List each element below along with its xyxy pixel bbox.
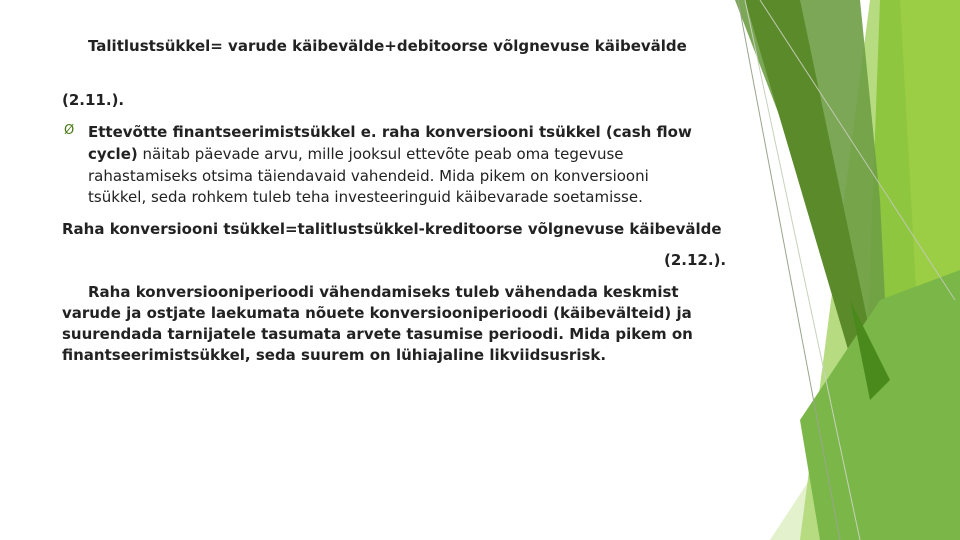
paragraph-line-4: finantseerimistsükkel, seda suurem on lühiajaline likviidsusrisk. <box>62 346 607 364</box>
bullet-line-3: rahastamiseks otsima täiendavaid vahendeid. Mida pikem on konversiooni <box>88 167 649 185</box>
bullet-arrow-icon: Ø <box>64 123 75 138</box>
formula-line-2: Raha konversiooni tsükkel=talitlustsükkel-kreditoorse võlgnevuse käibevälde <box>62 220 722 238</box>
equation-ref-2: (2.12.). <box>664 251 727 269</box>
paragraph-line-2: varude ja ostjate laekumata nõuete konversiooniperioodi (käibevälteid) ja <box>62 304 692 322</box>
bullet-line-2-rest: näitab päevade arvu, mille jooksul ettevõte peab oma tegevuse <box>137 145 624 163</box>
equation-ref-1: (2.11.). <box>62 91 125 109</box>
paragraph-line-3: suurendada tarnijatele tasumata arvete tasumise perioodi. Mida pikem on <box>62 325 693 343</box>
paragraph-line-1: Raha konversiooniperioodi vähendamiseks tuleb vähendada keskmist <box>88 283 679 301</box>
bullet-line-2-bold: cycle) <box>88 145 138 163</box>
formula-line-1: Talitlustsükkel= varude käibevälde+debitoorse võlgnevuse käibevälde <box>88 37 687 55</box>
bullet-line-2 <box>88 144 624 165</box>
mid-green-lower <box>800 270 960 540</box>
bullet-line-4: tsükkel, seda rohkem tuleb teha investeeringuid käibevarade soetamisse. <box>88 188 643 206</box>
bullet-line-1: Ettevõtte finantseerimistsükkel e. raha konversiooni tsükkel (cash flow <box>88 123 692 141</box>
